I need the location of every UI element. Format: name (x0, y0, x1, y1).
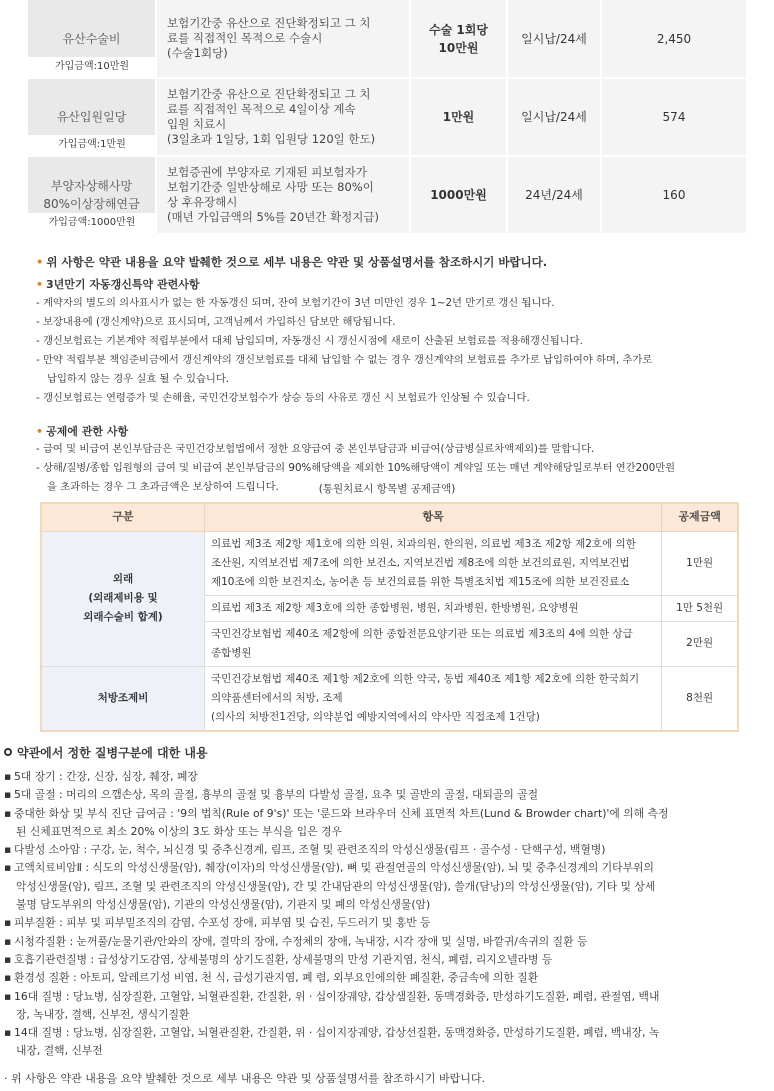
benefit-desc-line: 상 후유장해시 (167, 195, 238, 209)
benefit-desc-line: (매년 가입금액의 5%를 20년간 확정지급) (167, 209, 379, 224)
disease-item-line (0, 933, 774, 951)
disease-item-line (0, 914, 774, 932)
header-amount: 공제금액 (662, 503, 738, 531)
outpatient-label-line: 외래 (112, 573, 134, 585)
benefit-name-line: 유산수술비 (62, 31, 121, 46)
benefit-desc-line: 료를 직접적인 목적으로 수술시 (167, 31, 323, 46)
deduct-item (204, 621, 661, 666)
benefit-name-line: 80%이상장해연금 (43, 197, 140, 211)
bullet-icon: ▪ (4, 989, 12, 1003)
prescription-item-line: 국민건강보험법 제40조 제1항 제2호에 의한 약국, 동법 제40조 제1항 제2호에 의한 한국희기 (210, 672, 640, 685)
renewal-line: - 보장내용에 (갱신계약)으로 표시되며, 고객님께서 가입하신 담보만 해당됩니다. (36, 315, 396, 328)
benefit-desc-line: 보험기간중 유산으로 진단확정되고 그 치 (167, 87, 371, 102)
disease-title: 약관에서 정한 질병구분에 대한 내용 (4, 744, 774, 762)
deduct-table (40, 502, 739, 732)
benefit-premium: 160 (601, 156, 746, 234)
deduct-amount: 1만원 (662, 531, 738, 595)
disease-text: 5대 골절 : 머리의 으깸손상, 목의 골절, 흉부의 골절 및 흉부의 다발성 골절, 요추 및 골반의 골절, 대퇴골의 골절 (14, 788, 539, 802)
disease-text: 14대 질병 : 당뇨병, 심장질환, 고혈압, 뇌혈관질환, 간질환, 위 · 십이지장궤양, 갑상선질환, 동맥경화증, 만성하기도질환, 폐렴, 백내장, 녹 (14, 1026, 660, 1040)
benefit-row (28, 156, 746, 234)
benefit-premium: 2,450 (601, 0, 746, 78)
notes-section (36, 254, 766, 497)
outpatient-category (41, 531, 204, 666)
bullet-icon: ▪ (4, 861, 12, 875)
benefit-row (28, 0, 746, 78)
disease-item-line (0, 841, 774, 859)
summary-note: • 위 사항은 약관 내용을 요약 발췌한 것으로 세부 내용은 약관 및 상품설명서를 참조하시기 바랍니다. (36, 255, 548, 269)
disease-item-line (0, 823, 774, 841)
benefit-name (28, 108, 155, 126)
outpatient-label-line: (외래제비용 및 (88, 592, 158, 604)
disease-text: 5대 장기 : 간장, 신장, 심장, 췌장, 폐장 (14, 770, 198, 783)
disease-text: 시청각질환 : 눈꺼풀/눈물기관/안와의 장애, 결막의 장애, 수정체의 장애, 녹내장, 시각 장애 및 실명, 바깥귀/속귀의 질환 등 (14, 934, 588, 948)
benefit-period: 일시납/24세 (507, 78, 601, 156)
benefit-amount-line: 1만원 (442, 110, 475, 124)
deduct-row (41, 531, 738, 595)
deduct-item-line: 종합병원 (210, 646, 252, 659)
disease-text: 16대 질병 : 당뇨병, 심장질환, 고혈압, 뇌혈관질환, 간질환, 위 · 십이장궤양, 갑상샘질환, 동맥경화증, 만성하기도질환, 폐렴, 관절염, 백내 (14, 989, 660, 1003)
disease-text: 고액치료비암Ⅱ : 식도의 악성신생물(암), 췌장(이자)의 악성신생물(암), 뼈 및 관절연골의 악성신생물(암), 뇌 및 중추신경계의 기타부위의 (14, 861, 654, 875)
benefit-amount-line: 1000만원 (430, 188, 487, 202)
benefit-amount-line: 수술 1회당 (429, 22, 488, 37)
renewal-line: - 만약 적립부분 책임준비금에서 갱신계약의 갱신보험료를 대체 납입할 수 없는 경우 갱신계약의 보험료를 추가로 납입하여야 하며, 추가로 (36, 353, 653, 366)
join-amount: 가입금액:1000만원 (28, 213, 156, 233)
disease-text: 다발성 소아암 : 구강, 눈, 척수, 뇌신경 및 중추신경계, 림프, 조혈 및 관련조직의 악성신생물(림프 · 골수성 · 단핵구성, 백혈병) (14, 843, 606, 857)
disease-text: 내장, 결핵, 신부전 (16, 1044, 103, 1058)
disease-item-line (0, 859, 774, 877)
benefit-row (28, 78, 746, 156)
prescription-item-line: 의약품센터에서의 처방, 조제 (210, 691, 343, 704)
benefit-desc-line: 보험기간중 유산으로 진단확정되고 그 치 (167, 16, 371, 31)
header-item: 항목 (204, 503, 661, 531)
deduct-item-line: 제10조에 의한 보건지소, 농어촌 등 보건의료를 위한 특별조치법 제15조에 의한 보건진료소 (210, 575, 630, 588)
prescription-item (204, 666, 661, 731)
deduct-item-line: 조산원, 지역보건법 제7조에 의한 보건소, 지역보건법 제8조에 의한 보건의료원, 지역보건법 (210, 556, 630, 569)
benefit-period: 일시납/24세 (507, 0, 601, 78)
benefit-name (28, 30, 155, 48)
benefit-period: 24년/24세 (507, 156, 601, 234)
deduct-title: • 공제에 관한 사항 (36, 424, 129, 438)
benefit-desc-line: (3일초과 1일당, 1회 입원당 120일 한도) (167, 131, 376, 146)
benefit-desc-line: 입원 치료시 (167, 117, 227, 131)
bullet-icon: ▪ (4, 770, 12, 783)
prescription-category: 처방조제비 (41, 666, 204, 731)
disease-text: 환경성 질환 : 아토피, 알레르기성 비염, 천 식, 급성기관지염, 폐 렴, 외부요인에의한 폐질환, 중금속에 의한 질환 (14, 971, 539, 985)
benefit-desc-line: (수술1회당) (167, 45, 228, 60)
renewal-lines (36, 294, 766, 408)
join-amount: 가입금액:1만원 (28, 135, 156, 155)
bullet-icon: ▪ (4, 952, 12, 966)
bullet-icon: ▪ (4, 971, 12, 985)
benefit-table (28, 0, 746, 235)
disease-text: 된 신체표면적으로 최소 20% 이상의 3도 화상 또는 부식을 입은 경우 (16, 824, 342, 838)
disease-item-line (0, 805, 774, 823)
renewal-title: • 3년만기 자동갱신특약 관련사항 (36, 278, 200, 292)
deduct-table-caption: (통원치료시 항목별 공제금액) (318, 483, 456, 495)
bullet-icon: ▪ (4, 788, 12, 802)
disease-text: 불명 담도부위의 악성신생물(암), 기관의 악성신생물(암), 기관지 및 폐의 악성신생물(암) (16, 898, 431, 912)
disease-item-line (0, 1024, 774, 1042)
circle-bullet-icon (4, 748, 12, 756)
bullet-icon: ▪ (4, 934, 12, 948)
prescription-item-line: (의사의 처방전1건당, 의약분업 예방지역에서의 약사만 직접조제 1건당) (210, 710, 540, 723)
disease-text: 피부질환 : 피부 및 피부밑조직의 감염, 수포성 장애, 피부염 및 습진, 두드러기 및 홍반 등 (14, 916, 431, 930)
disease-item-line (0, 786, 774, 804)
deduct-line: - 상해/질병/종합 입원형의 급여 및 비급여 본인부담금의 90%해당액을 제외한 10%해당액이 계약일 또는 매년 계약해당일로부터 연간200만원 (36, 462, 676, 475)
deduct-item (204, 595, 661, 621)
deduct-item-line: 의료법 제3조 제2항 제1호에 의한 의원, 치과의원, 한의원, 의료법 제3조 제2항 제2호에 의한 (210, 537, 636, 550)
deduct-item-line: 국민건강보험법 제40조 제2항에 의한 종합전문요양기관 또는 의료법 제3조의 4에 의한 상급 (210, 627, 633, 640)
renewal-line: - 갱신보험료는 기본계약 적립부분에서 대체 납입되며, 자동갱신 시 갱신시점에 새로이 산출된 보험료를 적용해갱신됩니다. (36, 334, 583, 347)
final-note: · 위 사항은 약관 내용을 요약 발췌한 것으로 세부 내용은 약관 및 상품설명서를 참조하시기 바랍니다. (4, 1071, 485, 1085)
benefit-premium: 574 (601, 78, 746, 156)
disease-text: 악성신생물(암), 림프, 조혈 및 관련조직의 악성신생물(암), 간 및 간내담관의 악성신생물(암), 쓸개(담낭)의 악성신생물(암), 기타 및 상세 (16, 879, 656, 893)
deduct-amount: 2만원 (662, 621, 738, 666)
disease-item-line (0, 896, 774, 914)
bullet-icon: ▪ (4, 843, 12, 857)
deduct-item-line: 의료법 제3조 제2항 제3호에 의한 종합병원, 병원, 치과병원, 한방병원, 요양병원 (210, 601, 579, 614)
disease-item-line (0, 768, 774, 786)
benefit-name-line: 부양자상해사망 (50, 179, 133, 193)
disease-item-line (0, 878, 774, 896)
disease-item-line (0, 951, 774, 969)
join-amount: 가입금액:10만원 (28, 57, 156, 77)
benefit-desc-line: 보험기간중 일반상해로 사망 또는 80%이 (167, 180, 374, 195)
disease-item-line (0, 969, 774, 987)
benefit-amount (410, 0, 507, 78)
disease-item-line (0, 988, 774, 1006)
header-category: 구분 (41, 503, 204, 531)
bullet-icon: ▪ (4, 806, 12, 820)
deduct-amount: 1만 5천원 (662, 595, 738, 621)
benefit-amount (410, 156, 507, 234)
benefit-desc (156, 78, 410, 156)
outpatient-label-line: 외래수술비 합계) (83, 611, 163, 623)
prescription-row (41, 666, 738, 731)
deduct-line: 을 초과하는 경우 그 초과금액은 보상하여 드립니다. (47, 481, 279, 494)
benefit-desc-line: 료를 직접적인 목적으로 4일이상 계속 (167, 102, 356, 117)
disease-item-line (0, 1006, 774, 1024)
benefit-name (28, 177, 155, 213)
benefit-name-cell (28, 156, 156, 234)
benefit-name-line: 유산입원일당 (56, 110, 127, 124)
prescription-amount: 8천원 (662, 666, 738, 731)
benefit-amount (410, 78, 507, 156)
disease-text: 중대한 화상 및 부식 진단 급여금 : '9의 법칙(Rule of 9's)' 또는 '룬드와 브라우더 신체 표면적 차트(Lund & Browder chart)'에 의해 측정 (14, 806, 669, 820)
disease-text: 장, 녹내장, 결핵, 신부전, 생식기질환 (16, 1007, 190, 1021)
bullet-icon: ▪ (4, 916, 12, 930)
deduct-item (204, 531, 661, 595)
benefit-name-cell (28, 0, 156, 78)
benefit-desc (156, 0, 410, 78)
renewal-line: - 갱신보험료는 연령증가 및 손해율, 국민건강보험수가 상승 등의 사유로 갱신 시 보험료가 인상될 수 있습니다. (36, 391, 530, 404)
disease-text: 호흡기관련질병 : 급성상기도감염, 상세불명의 상기도질환, 상세불명의 만성 기관지염, 천식, 폐렴, 리지오넬라병 등 (14, 952, 553, 966)
disease-item-line (0, 1042, 774, 1060)
benefit-amount-line: 10만원 (438, 40, 479, 55)
renewal-line: 납입하지 않는 경우 실효 될 수 있습니다. (47, 372, 230, 385)
benefit-desc-line: 보험증권에 부양자로 기재된 피보험자가 (167, 165, 367, 180)
benefit-name-cell (28, 78, 156, 156)
bullet-icon: ▪ (4, 1026, 12, 1040)
deduct-line: - 급여 및 비급여 본인부담금은 국민건강보험법에서 정한 요양급여 중 본인부담금과 비급여(상급병실료차액제외)를 말합니다. (36, 443, 595, 456)
renewal-line: - 계약자의 별도의 의사표시가 없는 한 자동갱신 되며, 잔여 보험기간이 3년 미만인 경우 1~2년 만기로 갱신 됩니다. (36, 296, 555, 309)
benefit-desc (156, 156, 410, 234)
disease-section (0, 744, 774, 1087)
